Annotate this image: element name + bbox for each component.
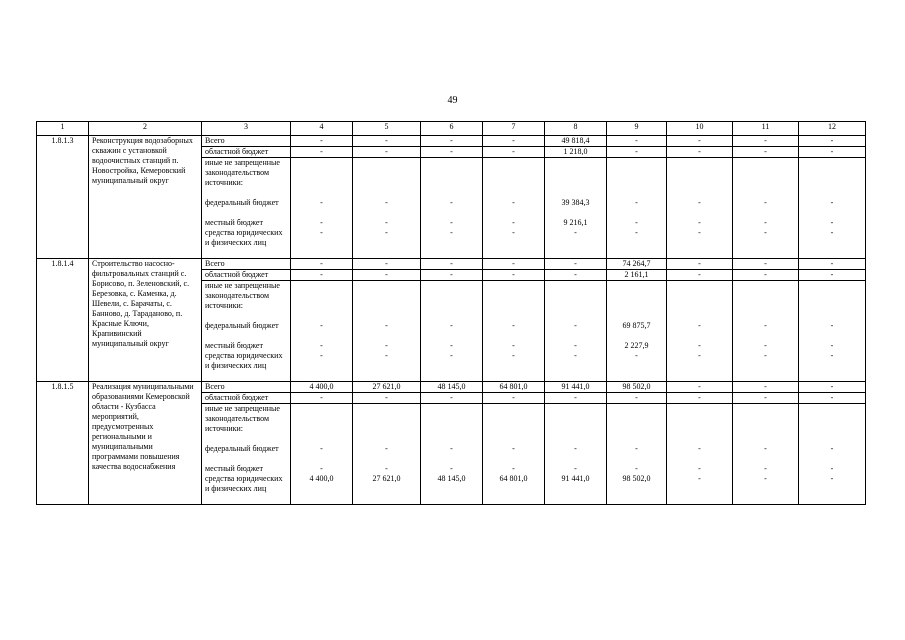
value-cell: 4 400,0: [291, 382, 353, 393]
value-cell: -: [421, 147, 483, 158]
value-cell: -: [698, 218, 701, 227]
value-cell: -: [764, 464, 767, 473]
funding-source: Всего: [202, 382, 291, 393]
value-cell: -: [353, 270, 421, 281]
header-cell: 3: [202, 122, 291, 136]
value-cell: -: [483, 136, 545, 147]
value-cell: -: [483, 259, 545, 270]
value-cell-block: [667, 404, 733, 505]
value-cell: [802, 281, 862, 321]
value-cell: -: [667, 136, 733, 147]
value-cell: -: [607, 136, 667, 147]
value-cell: -: [320, 351, 323, 360]
value-cell: -: [830, 464, 834, 473]
value-cell-block: [483, 404, 545, 505]
value-cell: -: [635, 464, 638, 473]
value-cell-block: [421, 158, 483, 259]
value-cell: -: [512, 228, 515, 237]
funding-source-block: [202, 404, 291, 505]
value-cell: -: [385, 464, 388, 473]
funding-source: федеральный бюджет: [205, 444, 279, 453]
value-cell: -: [483, 393, 545, 404]
value-cell: -: [450, 198, 453, 207]
value-cell: 91 441,0: [545, 382, 607, 393]
value-cell: [802, 404, 862, 444]
value-cell: -: [512, 198, 515, 207]
value-cell: -: [385, 228, 388, 237]
value-cell: [548, 404, 603, 444]
header-cell: 2: [89, 122, 202, 136]
value-cell: -: [830, 351, 834, 360]
header-cell: 7: [483, 122, 545, 136]
value-cell-block: [799, 158, 866, 259]
value-cell: [736, 404, 795, 444]
value-cell: [294, 404, 349, 444]
header-cell: 1: [37, 122, 89, 136]
value-cell: [424, 404, 479, 444]
value-cell: -: [512, 321, 515, 330]
value-cell: 64 801,0: [483, 382, 545, 393]
funding-source: средства юридических и физических лиц: [205, 351, 283, 370]
value-cell: -: [450, 444, 453, 453]
value-cell: -: [320, 218, 323, 227]
table-row: [37, 136, 866, 147]
table-row: [37, 382, 866, 393]
value-cell: 98 502,0: [607, 382, 667, 393]
value-cell: [486, 281, 541, 321]
funding-source: федеральный бюджет: [205, 321, 279, 330]
value-cell-block: [421, 404, 483, 505]
header-cell: 12: [799, 122, 866, 136]
financing-table: [36, 121, 866, 505]
value-cell: -: [607, 147, 667, 158]
value-cell-block: [291, 158, 353, 259]
funding-source: областной бюджет: [202, 393, 291, 404]
funding-source: иные не запрещенные законодательством источники:: [205, 281, 280, 310]
value-cell: -: [421, 259, 483, 270]
value-cell: 1 218,0: [545, 147, 607, 158]
value-cell: -: [385, 218, 388, 227]
value-cell: -: [574, 351, 577, 360]
item-name: Строительство насосно-фильтровальных станций с. Борисово, п. Зеленовский, с. Березовка, с. Каменка, д. Шевели, с. Барачаты, с. Банново, д. Тараданово, п. Красные Ключи, Крапивинский муниципальный округ: [89, 259, 202, 382]
value-cell: -: [764, 218, 767, 227]
value-cell: -: [320, 198, 323, 207]
value-cell: -: [450, 341, 453, 350]
value-cell: 69 875,7: [622, 321, 651, 330]
value-cell: -: [635, 228, 638, 237]
value-cell: [548, 158, 603, 198]
header-cell: 6: [421, 122, 483, 136]
value-cell: -: [733, 270, 799, 281]
value-cell-block: [733, 404, 799, 505]
value-cell: -: [574, 228, 577, 237]
header-cell: 5: [353, 122, 421, 136]
page-number: 49: [447, 95, 458, 106]
value-cell: 74 264,7: [607, 259, 667, 270]
value-cell-block: [353, 281, 421, 382]
value-cell-block: [353, 404, 421, 505]
value-cell-block: [483, 281, 545, 382]
value-cell: -: [830, 228, 834, 237]
funding-source: местный бюджет: [205, 464, 263, 473]
value-cell-block: [667, 158, 733, 259]
value-cell: -: [450, 321, 453, 330]
value-cell-block: [483, 158, 545, 259]
value-cell-block: [607, 404, 667, 505]
value-cell: -: [545, 393, 607, 404]
value-cell: -: [512, 351, 515, 360]
value-cell: -: [545, 259, 607, 270]
value-cell: [486, 158, 541, 198]
value-cell: [294, 158, 349, 198]
value-cell: 48 145,0: [421, 382, 483, 393]
value-cell: 27 621,0: [353, 382, 421, 393]
funding-source-block: [202, 281, 291, 382]
value-cell: 48 145,0: [437, 474, 466, 483]
value-cell: -: [574, 341, 577, 350]
value-cell: -: [830, 444, 834, 453]
item-code: 1.8.1.3: [37, 136, 89, 259]
funding-source: иные не запрещенные законодательством источники:: [205, 158, 280, 187]
table-row: [37, 259, 866, 270]
value-cell: 27 621,0: [372, 474, 401, 483]
value-cell-block: [799, 281, 866, 382]
value-cell: -: [421, 270, 483, 281]
value-cell-block: [667, 281, 733, 382]
value-cell: -: [320, 321, 323, 330]
value-cell: [548, 281, 603, 321]
value-cell-block: [607, 158, 667, 259]
value-cell: [610, 281, 663, 321]
value-cell: -: [512, 464, 515, 473]
funding-source: Всего: [202, 136, 291, 147]
item-code: 1.8.1.5: [37, 382, 89, 505]
value-cell: -: [799, 393, 866, 404]
value-cell: -: [667, 270, 733, 281]
value-cell: -: [764, 444, 767, 453]
value-cell: [356, 404, 417, 444]
value-cell: -: [450, 218, 453, 227]
value-cell: -: [698, 321, 701, 330]
value-cell: [356, 281, 417, 321]
value-cell: -: [545, 270, 607, 281]
header-cell: 10: [667, 122, 733, 136]
value-cell: -: [353, 259, 421, 270]
value-cell: -: [635, 198, 638, 207]
value-cell: -: [291, 393, 353, 404]
funding-source: средства юридических и физических лиц: [205, 228, 283, 247]
value-cell-block: [545, 281, 607, 382]
value-cell: -: [764, 321, 767, 330]
value-cell: -: [698, 444, 701, 453]
value-cell: [802, 158, 862, 198]
value-cell: -: [320, 228, 323, 237]
value-cell-block: [545, 158, 607, 259]
funding-source: Всего: [202, 259, 291, 270]
value-cell: -: [385, 341, 388, 350]
funding-source: областной бюджет: [202, 270, 291, 281]
value-cell: -: [635, 218, 638, 227]
value-cell: -: [385, 444, 388, 453]
item-name: Реализация муниципальными образованиями Кемеровской области - Кузбасса мероприятий, предусмотренных региональными и муниципальными программами повышения качества водоснабжения: [89, 382, 202, 505]
value-cell: -: [799, 147, 866, 158]
value-cell: -: [830, 218, 834, 227]
value-cell: -: [799, 259, 866, 270]
value-cell: 2 227,9: [624, 341, 649, 350]
value-cell-block: [733, 158, 799, 259]
value-cell: 64 801,0: [499, 474, 528, 483]
value-cell: -: [353, 147, 421, 158]
value-cell-block: [421, 281, 483, 382]
value-cell: -: [733, 147, 799, 158]
value-cell: -: [512, 341, 515, 350]
value-cell: -: [421, 136, 483, 147]
header-cell: 8: [545, 122, 607, 136]
item-code: 1.8.1.4: [37, 259, 89, 382]
value-cell: -: [667, 382, 733, 393]
value-cell: [486, 404, 541, 444]
value-cell-block: [733, 281, 799, 382]
value-cell: -: [450, 351, 453, 360]
value-cell: -: [764, 474, 767, 483]
value-cell: -: [799, 136, 866, 147]
value-cell: -: [385, 351, 388, 360]
value-cell: -: [574, 464, 577, 473]
value-cell: -: [607, 393, 667, 404]
value-cell: -: [512, 218, 515, 227]
funding-source: местный бюджет: [205, 218, 263, 227]
value-cell: 2 161,1: [607, 270, 667, 281]
value-cell: -: [830, 474, 834, 483]
value-cell: 98 502,0: [622, 474, 651, 483]
value-cell: -: [698, 198, 701, 207]
value-cell-block: [353, 158, 421, 259]
value-cell: -: [320, 464, 323, 473]
value-cell: -: [667, 393, 733, 404]
value-cell: -: [764, 198, 767, 207]
value-cell: -: [799, 382, 866, 393]
value-cell: -: [512, 444, 515, 453]
value-cell: 49 818,4: [545, 136, 607, 147]
value-cell: [670, 281, 729, 321]
value-cell: -: [450, 464, 453, 473]
value-cell: -: [799, 270, 866, 281]
value-cell-block: [799, 404, 866, 505]
funding-source: средства юридических и физических лиц: [205, 474, 283, 493]
value-cell: 9 216,1: [563, 218, 588, 227]
item-name: Реконструкция водозаборных скважин с установкой водоочистных станций п. Новостройка, Кемеровский муниципальный округ: [89, 136, 202, 259]
value-cell: -: [385, 198, 388, 207]
value-cell: -: [353, 136, 421, 147]
value-cell: -: [385, 321, 388, 330]
value-cell: -: [291, 136, 353, 147]
value-cell: [356, 158, 417, 198]
value-cell: -: [574, 321, 577, 330]
value-cell: -: [667, 259, 733, 270]
value-cell: [610, 158, 663, 198]
value-cell: -: [320, 444, 323, 453]
value-cell: [736, 158, 795, 198]
header-row: [37, 122, 866, 136]
value-cell-block: [545, 404, 607, 505]
value-cell: [424, 158, 479, 198]
value-cell: -: [733, 393, 799, 404]
value-cell: -: [667, 147, 733, 158]
value-cell: -: [733, 382, 799, 393]
value-cell: -: [764, 351, 767, 360]
value-cell: [424, 281, 479, 321]
value-cell: 4 400,0: [309, 474, 334, 483]
value-cell: -: [291, 147, 353, 158]
value-cell: [670, 158, 729, 198]
value-cell: -: [574, 444, 577, 453]
funding-source: федеральный бюджет: [205, 198, 279, 207]
funding-source: местный бюджет: [205, 341, 263, 350]
value-cell-block: [291, 281, 353, 382]
value-cell: -: [483, 147, 545, 158]
value-cell-block: [291, 404, 353, 505]
value-cell: -: [698, 474, 701, 483]
value-cell: -: [320, 341, 323, 350]
value-cell: -: [698, 351, 701, 360]
funding-source: областной бюджет: [202, 147, 291, 158]
value-cell: -: [830, 321, 834, 330]
funding-source-block: [202, 158, 291, 259]
value-cell: -: [830, 341, 834, 350]
value-cell: -: [764, 228, 767, 237]
funding-source: иные не запрещенные законодательством источники:: [205, 404, 280, 433]
value-cell: -: [291, 270, 353, 281]
value-cell: 39 384,3: [561, 198, 590, 207]
value-cell: -: [635, 351, 638, 360]
value-cell: -: [698, 464, 701, 473]
value-cell: -: [291, 259, 353, 270]
value-cell: [670, 404, 729, 444]
value-cell: [736, 281, 795, 321]
value-cell: -: [450, 228, 453, 237]
value-cell: -: [764, 341, 767, 350]
value-cell: [610, 404, 663, 444]
value-cell: -: [483, 270, 545, 281]
value-cell: -: [635, 444, 638, 453]
value-cell: -: [733, 136, 799, 147]
value-cell: 91 441,0: [561, 474, 590, 483]
value-cell: -: [421, 393, 483, 404]
value-cell: -: [733, 259, 799, 270]
header-cell: 9: [607, 122, 667, 136]
value-cell: -: [698, 228, 701, 237]
value-cell: -: [698, 341, 701, 350]
value-cell: -: [353, 393, 421, 404]
value-cell: -: [830, 198, 834, 207]
value-cell-block: [607, 281, 667, 382]
value-cell: [294, 281, 349, 321]
header-cell: 4: [291, 122, 353, 136]
header-cell: 11: [733, 122, 799, 136]
